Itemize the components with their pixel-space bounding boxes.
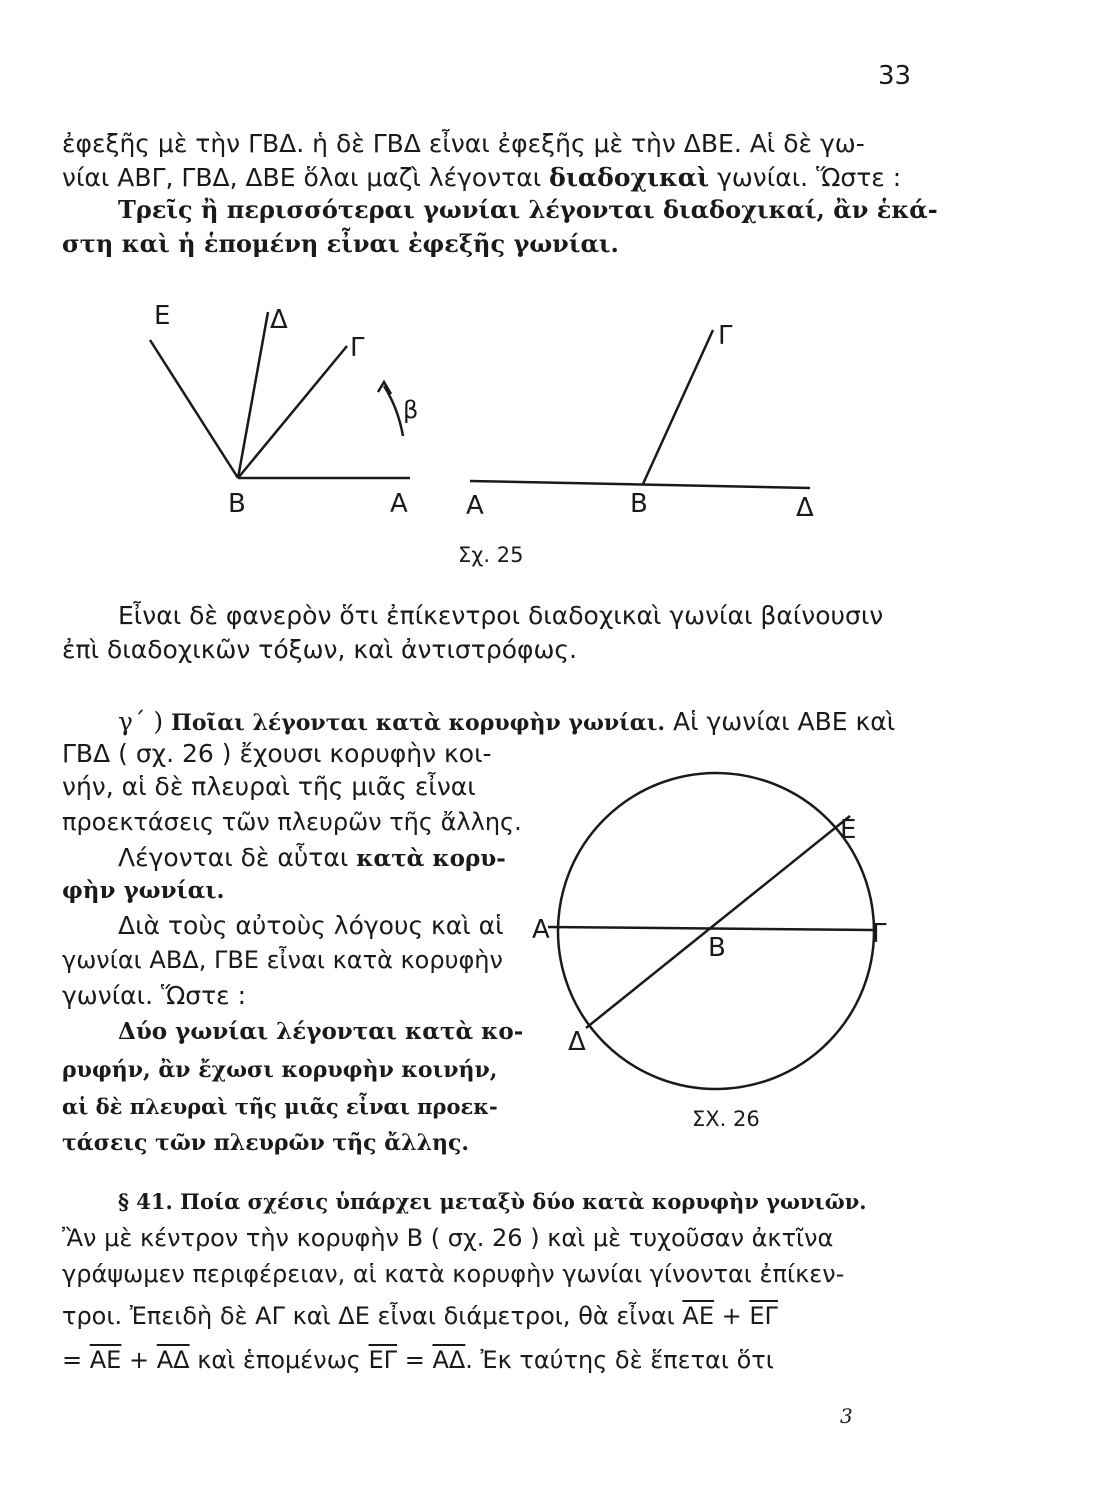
section-g-line1-rest: Αἱ γωνίαι ΑΒΕ καὶ [673, 707, 896, 736]
section41-line4 [62, 1344, 774, 1376]
para1-line1: ἐφεξῆς μὲ τὴν ΓΒΔ. ἡ δὲ ΓΒΔ εἶναι ἐφεξῆς μὲ τὴν ΔΒΕ. Αἱ δὲ γω- [62, 129, 865, 158]
section41-line3-text: τροι. Ἐπειδὴ δὲ ΑΓ καὶ ΔΕ εἶναι διάμετροι, θὰ εἶναι [62, 1302, 675, 1330]
fig26-label-b: Β [708, 933, 726, 963]
page-number: 33 [878, 61, 912, 91]
section-g-line6: φὴν γωνίαι. [62, 877, 225, 904]
arc-ad: $\overline{A\Delta}$ [156, 1346, 190, 1374]
fig26-circle [558, 773, 874, 1089]
para1-line2-a: νίαι ΑΒΓ, ΓΒΔ, ΔΒΕ ὅλαι μαζὶ λέγονται [62, 163, 542, 192]
section41-line3 [62, 1300, 778, 1332]
arc-eg: $\overline{E\Gamma}$ [749, 1302, 778, 1330]
arc-eg-2: $\overline{E\Gamma}$ [368, 1346, 398, 1374]
section-g-line5-a: Λέγονται δὲ αὗται [118, 843, 349, 872]
fig25-caption: Σχ. 25 [458, 543, 524, 567]
fig26-label-d: Δ [568, 1027, 586, 1057]
fig25-label-b: Β [228, 489, 246, 519]
fig25r-label-a: Α [466, 491, 484, 521]
fig26-label-g: Γ [872, 919, 887, 949]
ray-bg [238, 346, 347, 478]
rule1-line2: στη καὶ ἡ ἑπομένη εἶναι ἐφεξῆς γωνίαι. [62, 229, 619, 258]
fig25-label-beta: β [403, 396, 419, 424]
section-g-line7: Διὰ τοὺς αὐτοὺς λόγους καὶ αἱ [118, 911, 504, 940]
footer-signature-mark: 3 [840, 1404, 853, 1428]
arc-ae-2: $\overline{AE}$ [89, 1346, 122, 1374]
fig26-diameter-de [586, 816, 850, 1028]
rule2-line2: ρυφήν, ἂν ἔχωσι κορυφὴν κοινήν, [62, 1057, 498, 1083]
para1-line2 [62, 162, 901, 194]
section-g-label: γ΄ ) [118, 707, 164, 736]
fig25-label-a: Α [390, 489, 408, 519]
fig25r-label-d: Δ [796, 493, 814, 523]
section41-line4-mid: καὶ ἑπομένως [197, 1346, 361, 1374]
rule2-line3: αἱ δὲ πλευραὶ τῆς μιᾶς εἶναι προεκ- [62, 1094, 498, 1119]
fig25r-label-b: Β [630, 489, 648, 519]
para1-line2-bold: διαδοχικαὶ [549, 163, 710, 192]
section-g-line8: γωνίαι ΑΒΔ, ΓΒΕ εἶναι κατὰ κορυφὴν [62, 946, 503, 974]
section-g-line1 [118, 706, 895, 739]
rotation-arrow [384, 386, 403, 436]
rule2-line1: Δύο γωνίαι λέγονται κατὰ κο- [118, 1018, 524, 1045]
ray-be [150, 340, 238, 478]
arc-ae: $\overline{AE}$ [682, 1302, 714, 1330]
para2-line1: Εἶναι δὲ φανερὸν ὅτι ἐπίκεντροι διαδοχικαὶ γωνίαι βαίνουσιν [118, 601, 884, 630]
figure-25 [0, 290, 1096, 580]
section41-line4-end: . Ἐκ ταύτης δὲ ἕπεται ὅτι [465, 1346, 774, 1374]
section-g-line5 [118, 842, 506, 875]
equals-sign-2: = [404, 1346, 425, 1374]
plus-sign: + [721, 1302, 742, 1330]
fig26-label-e: Ε [840, 815, 857, 845]
section41-heading: § 41. Ποία σχέσις ὑπάρχει μεταξὺ δύο κατὰ κορυφὴν γωνιῶν. [118, 1189, 867, 1214]
section-g-heading: Ποῖαι λέγονται κατὰ κορυφὴν γωνίαι. [171, 710, 666, 736]
fig25r-label-g: Γ [718, 321, 733, 351]
fig25-label-g: Γ [350, 333, 365, 363]
fig26-label-a: Α [532, 915, 550, 945]
rule1-line1: Τρεῖς ἢ περισσότεραι γωνίαι λέγονται διαδοχικαί, ἂν ἑκά- [118, 195, 938, 224]
section-g-line3: νήν, αἱ δὲ πλευραὶ τῆς μιᾶς εἶναι [62, 772, 476, 801]
para2-line2: ἐπὶ διαδοχικῶν τόξων, καὶ ἀντιστρόφως. [62, 635, 578, 664]
section41-line2: γράψωμεν περιφέρειαν, αἱ κατὰ κορυφὴν γωνίαι γίνονται ἐπίκεν- [62, 1260, 845, 1288]
rule2-line4: τάσεις τῶν πλευρῶν τῆς ἄλλης. [62, 1130, 470, 1156]
ray-bd [238, 312, 268, 478]
equals-sign: = [62, 1346, 83, 1374]
section41-line1: Ἂν μὲ κέντρον τὴν κορυφὴν Β ( σχ. 26 ) καὶ μὲ τυχοῦσαν ἀκτῖνα [62, 1224, 834, 1252]
fig25-label-e: Ε [154, 301, 171, 331]
fig26-caption: ΣΧ. 26 [692, 1107, 760, 1131]
ray-bg-right [643, 330, 713, 484]
figure-26 [520, 770, 900, 1140]
fig25-label-d: Δ [270, 305, 288, 335]
para1-line2-c: γωνίαι. Ὥστε : [717, 163, 902, 192]
section-g-line5-bold: κατὰ κορυ- [356, 845, 506, 872]
plus-sign-2: + [128, 1346, 150, 1374]
section-g-line4: προεκτάσεις τῶν πλευρῶν τῆς ἄλλης. [62, 808, 522, 836]
line-ad [470, 481, 810, 488]
arc-ad-2: $\overline{A\Delta}$ [432, 1346, 466, 1374]
section-g-line9: γωνίαι. Ὥστε : [62, 981, 247, 1010]
section-g-line2: ΓΒΔ ( σχ. 26 ) ἔχουσι κορυφὴν κοι- [62, 739, 492, 768]
